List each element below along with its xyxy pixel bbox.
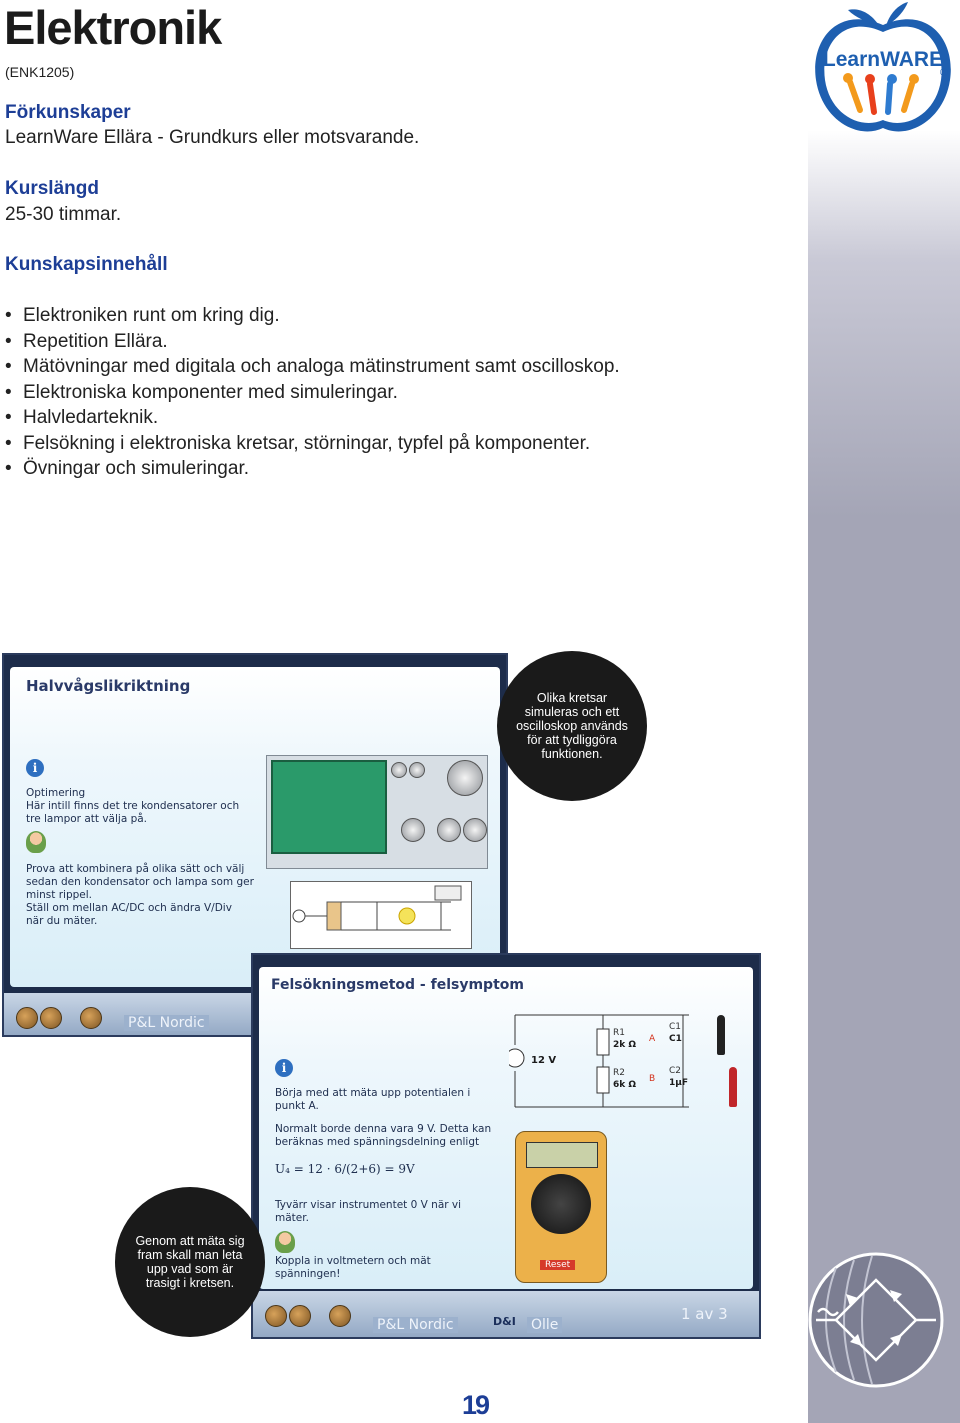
- svg-text:A: A: [649, 1034, 656, 1044]
- rectifier-circuit-diagram: [290, 881, 472, 949]
- nav-arrow-icon[interactable]: [80, 1007, 102, 1029]
- pager: 1 av 3: [681, 1305, 728, 1323]
- svg-text:B: B: [649, 1074, 656, 1084]
- list-item: • Övningar och simuleringar.: [5, 458, 249, 479]
- content-heading: Kunskapsinnehåll: [5, 254, 168, 275]
- screenshot-text-b: Prova att kombinera på olika sätt och välj sedan den kondensator och lampa som ger minst rippel. Ställ om mellan AC/DC och ändra V/Div när du mäter.: [26, 863, 254, 927]
- prerequisites-text: LearnWare Ellära - Grundkurs eller motsvarande.: [5, 127, 420, 148]
- prerequisites-heading: Förkunskaper: [5, 102, 131, 123]
- probe-black-icon[interactable]: [717, 1015, 725, 1055]
- document-title: Elektronik: [4, 1, 222, 54]
- brand-label-2: D&I: [493, 1315, 516, 1328]
- svg-text:2k Ω: 2k Ω: [613, 1040, 637, 1050]
- divider-circuit-diagram: [509, 1005, 699, 1117]
- multimeter-display: [526, 1142, 598, 1168]
- info-icon[interactable]: i: [275, 1059, 293, 1077]
- svg-text:LearnWARE: LearnWARE: [822, 48, 944, 71]
- multimeter[interactable]: [515, 1131, 607, 1283]
- length-text: 25-30 timmar.: [5, 204, 122, 225]
- list-item: • Halvledarteknik.: [5, 407, 159, 428]
- learnware-logo-icon: [808, 0, 958, 140]
- sidebar-strip: [808, 130, 960, 1423]
- svg-text:6k Ω: 6k Ω: [613, 1080, 637, 1090]
- screenshot-troubleshooting: [251, 953, 761, 1339]
- oscilloscope-screen: [271, 760, 387, 854]
- user-label: Olle: [527, 1317, 562, 1333]
- knob-icon[interactable]: [447, 760, 483, 796]
- screenshot-text-c: Tyvärr visar instrumentet 0 V när vi mäter.: [275, 1199, 462, 1224]
- person-icon[interactable]: [26, 831, 46, 853]
- screenshot-text-b: Normalt borde denna vara 9 V. Detta kan beräknas med spänningsdelning enligt: [275, 1123, 492, 1148]
- caption-bubble: Olika kretsar simuleras och ett oscilloskop används för att tydliggöra funktionen.: [497, 651, 647, 801]
- length-heading: Kurslängd: [5, 178, 99, 199]
- list-item: • Mätövningar med digitala och analoga mätinstrument samt oscilloskop.: [5, 356, 620, 377]
- nav-arrow-icon[interactable]: [16, 1007, 38, 1029]
- screenshot-text-d: Koppla in voltmetern och mät spänningen!: [275, 1255, 431, 1280]
- list-item: • Elektroniska komponenter med simuleringar.: [5, 381, 398, 403]
- page-number: 19: [462, 1390, 489, 1420]
- svg-text:12 V: 12 V: [531, 1055, 557, 1066]
- screenshot-title: Felsökningsmetod - felsymptom: [271, 977, 524, 993]
- knob-icon[interactable]: [463, 818, 487, 842]
- course-code: (ENK1205): [5, 64, 75, 80]
- screenshot-text-a: Optimering Här intill finns det tre kondensatorer och tre lampor att välja på.: [26, 787, 240, 825]
- brand-label: P&L Nordic: [373, 1317, 458, 1333]
- probe-red-icon[interactable]: [729, 1067, 737, 1107]
- person-icon[interactable]: [275, 1231, 295, 1253]
- knob-icon[interactable]: [401, 818, 425, 842]
- screenshot-title: Halvvågslikriktning: [26, 677, 191, 695]
- svg-text:C1: C1: [669, 1034, 682, 1044]
- content-list: [5, 303, 620, 482]
- rectifier-diagram-icon: [806, 1250, 946, 1390]
- list-item: • Elektroniken runt om kring dig.: [5, 305, 280, 326]
- knob-icon[interactable]: [437, 818, 461, 842]
- svg-text:1μF: 1μF: [669, 1078, 689, 1088]
- svg-text:®: ®: [940, 67, 949, 79]
- caption-bubble: Genom att mäta sig fram skall man leta upp vad som är trasigt i kretsen.: [115, 1187, 265, 1337]
- screenshot-text-a: Börja med att mäta upp potentialen i punkt A.: [275, 1087, 471, 1112]
- list-item: • Felsökning i elektroniska kretsar, störningar, typfel på komponenter.: [5, 432, 591, 454]
- svg-text:R2: R2: [613, 1068, 625, 1078]
- knob-icon[interactable]: [391, 762, 407, 778]
- svg-text:R1: R1: [613, 1028, 625, 1038]
- info-icon[interactable]: i: [26, 759, 44, 777]
- oscilloscope[interactable]: [266, 755, 488, 869]
- reset-button[interactable]: Reset: [540, 1260, 575, 1270]
- nav-arrow-icon[interactable]: [329, 1305, 351, 1327]
- knob-icon[interactable]: [409, 762, 425, 778]
- svg-text:C1: C1: [669, 1022, 682, 1032]
- formula: U₄ = 12 · 6/(2+6) = 9V: [275, 1162, 415, 1176]
- list-item: • Repetition Ellära.: [5, 330, 168, 352]
- nav-arrow-icon[interactable]: [265, 1305, 287, 1327]
- nav-arrow-icon[interactable]: [40, 1007, 62, 1029]
- nav-arrow-icon[interactable]: [289, 1305, 311, 1327]
- svg-text:C2: C2: [669, 1066, 682, 1076]
- multimeter-dial[interactable]: [531, 1174, 591, 1234]
- brand-label: P&L Nordic: [124, 1015, 209, 1031]
